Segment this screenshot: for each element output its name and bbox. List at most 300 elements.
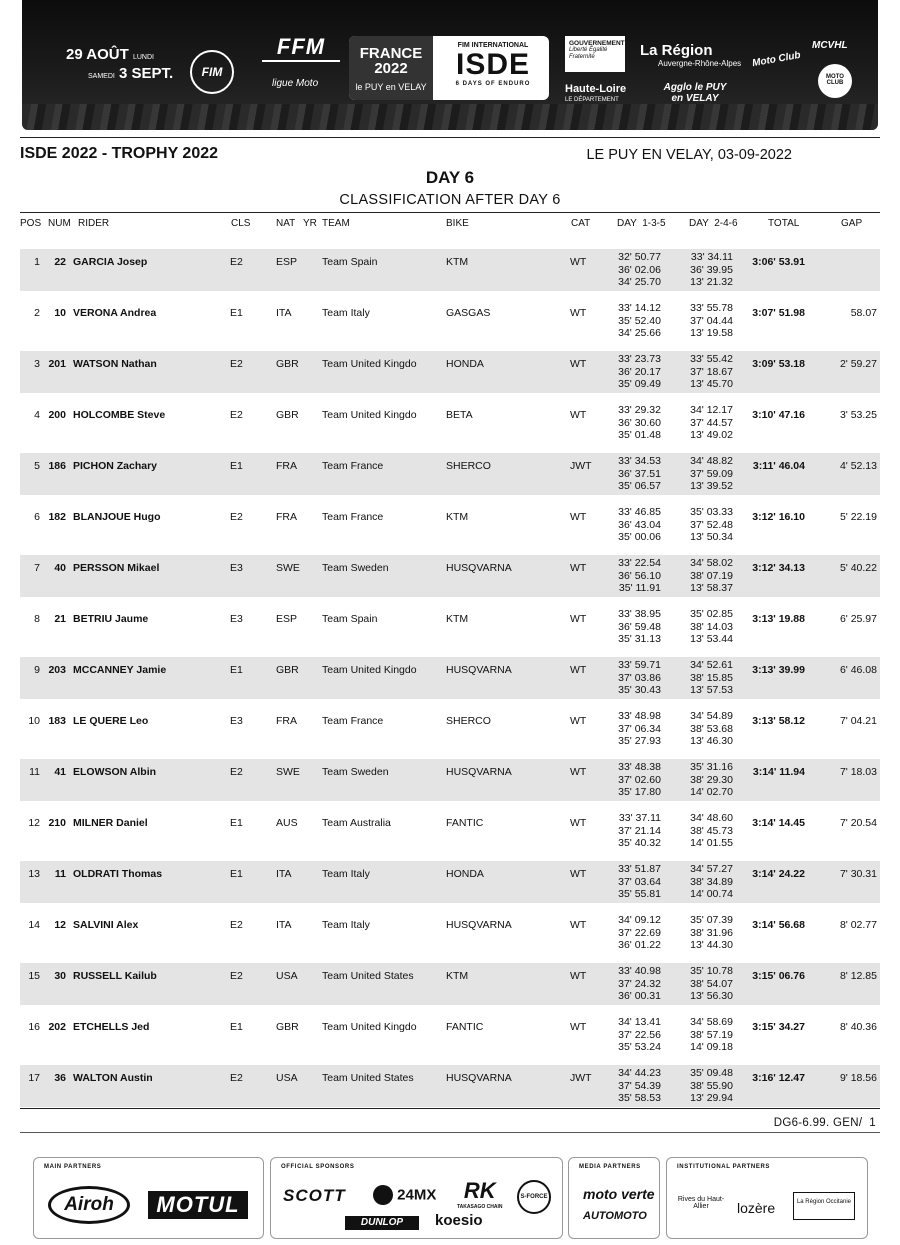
cell-cat: WT — [570, 715, 587, 727]
cell-rider: WALTON Austin — [73, 1072, 153, 1084]
cell-gap: 8' 02.77 — [839, 919, 877, 931]
split-time: 33' 38.95 — [618, 608, 661, 620]
cell-nat: ITA — [276, 307, 292, 319]
cell-pos: 1 — [34, 256, 40, 268]
cell-day135-times — [608, 608, 661, 646]
cell-team: Team United Kingdo — [322, 358, 417, 370]
cell-pos: 12 — [28, 817, 40, 829]
split-time: 38' 31.96 — [690, 926, 733, 939]
date-end: 3 SEPT. — [119, 65, 174, 82]
cell-team: Team Italy — [322, 307, 370, 319]
cell-pos: 6 — [34, 511, 40, 523]
cell-total: 3:13' 58.12 — [752, 715, 805, 727]
cell-bike: HUSQVARNA — [446, 919, 512, 931]
cell-nat: ESP — [276, 256, 298, 268]
ffm-logo: FFM — [262, 34, 340, 62]
cell-bike: KTM — [446, 511, 469, 523]
cell-rider: MILNER Daniel — [73, 817, 148, 829]
cell-cat: WT — [570, 766, 587, 778]
cell-total: 3:14' 56.68 — [752, 919, 805, 931]
cell-gap: 9' 18.56 — [839, 1072, 877, 1084]
cell-day135-times — [608, 659, 661, 697]
cell-nat: FRA — [276, 460, 297, 472]
split-time: 33' 34.53 — [618, 455, 661, 467]
cell-nat: USA — [276, 970, 298, 982]
cell-total: 3:09' 53.18 — [752, 358, 805, 370]
col-day135: DAY 1-3-5 — [617, 218, 666, 229]
cell-nat: FRA — [276, 715, 297, 727]
cell-bike: FANTIC — [446, 817, 484, 829]
split-time: 35' 02.85 — [690, 608, 733, 620]
cell-nat: GBR — [276, 409, 299, 421]
split-time: 33' 23.73 — [618, 353, 661, 365]
24mx-logo — [373, 1185, 436, 1205]
cell-rider: MCCANNEY Jamie — [73, 664, 167, 676]
table-row — [20, 453, 880, 495]
cell-cat: WT — [570, 868, 587, 880]
cell-day246-times — [680, 710, 733, 748]
table-row — [20, 759, 880, 801]
cell-num: 202 — [48, 1021, 66, 1033]
cell-cat: WT — [570, 613, 587, 625]
table-row — [20, 708, 880, 750]
cell-cat: WT — [570, 562, 587, 574]
split-time: 34' 58.02 — [690, 557, 733, 569]
region-sub: Auvergne-Rhône-Alpes — [658, 59, 742, 68]
table-row — [20, 402, 880, 444]
cell-bike: SHERCO — [446, 460, 491, 472]
header-divider — [20, 137, 880, 138]
cell-pos: 5 — [34, 460, 40, 472]
cell-cls: E2 — [230, 358, 243, 370]
cell-bike: KTM — [446, 970, 469, 982]
gouv-motto: Liberté Égalité Fraternité — [569, 47, 608, 60]
cell-team: Team United States — [322, 1072, 414, 1084]
split-time: 36' 43.04 — [618, 518, 661, 531]
dunlop-logo: DUNLOP — [345, 1216, 419, 1230]
split-time: 32' 50.77 — [618, 251, 661, 263]
cell-total: 3:16' 12.47 — [752, 1072, 805, 1084]
split-time: 34' 54.89 — [690, 710, 733, 722]
cell-num: 21 — [54, 613, 66, 625]
cell-num: 12 — [54, 919, 66, 931]
split-time: 13' 44.30 — [690, 939, 733, 951]
rk-logo — [457, 1178, 502, 1210]
cell-day135-times — [608, 914, 661, 952]
split-time: 38' 07.19 — [690, 569, 733, 582]
cell-gap: 3' 53.25 — [839, 409, 877, 421]
date-start-day: LUNDI — [132, 54, 154, 61]
split-time: 38' 15.85 — [690, 671, 733, 684]
day-title: DAY 6 — [425, 168, 475, 187]
split-time: 33' 59.71 — [618, 659, 661, 671]
cell-bike: HUSQVARNA — [446, 766, 512, 778]
split-time: 34' 58.69 — [690, 1016, 733, 1028]
cell-pos: 16 — [28, 1021, 40, 1033]
split-time: 38' 54.07 — [690, 977, 733, 990]
cell-total: 3:13' 39.99 — [752, 664, 805, 676]
occitanie-logo: La Région Occitanie — [793, 1192, 855, 1220]
col-nat: NAT — [276, 218, 296, 229]
cell-cat: WT — [570, 409, 587, 421]
cell-total: 3:15' 06.76 — [752, 970, 805, 982]
cell-day135-times — [608, 761, 661, 799]
split-time: 34' 09.12 — [618, 914, 661, 926]
cell-pos: 4 — [34, 409, 40, 421]
cell-bike: GASGAS — [446, 307, 491, 319]
split-time: 34' 13.41 — [618, 1016, 661, 1028]
cell-cls: E1 — [230, 1021, 243, 1033]
isde-main: ISDE — [455, 48, 531, 81]
table-row — [20, 300, 880, 342]
split-time: 33' 46.85 — [618, 506, 661, 518]
split-time: 13' 46.30 — [690, 735, 733, 747]
cell-num: 40 — [54, 562, 66, 574]
split-time: 35' 11.91 — [618, 582, 661, 594]
cell-cat: WT — [570, 511, 587, 523]
region-text: La Région — [640, 42, 713, 59]
cell-num: 182 — [48, 511, 66, 523]
cell-day246-times — [680, 302, 733, 340]
cell-total: 3:14' 14.45 — [752, 817, 805, 829]
cell-total: 3:07' 51.98 — [752, 307, 805, 319]
split-time: 35' 52.40 — [618, 314, 661, 327]
split-time: 38' 29.30 — [690, 773, 733, 786]
cell-day246-times — [680, 455, 733, 493]
cell-rider: HOLCOMBE Steve — [73, 409, 166, 421]
cell-bike: KTM — [446, 256, 469, 268]
cell-gap: 2' 59.27 — [839, 358, 877, 370]
cell-pos: 17 — [28, 1072, 40, 1084]
haute-loire-text: Haute-Loire — [565, 83, 627, 95]
split-time: 13' 53.44 — [690, 633, 733, 645]
cell-nat: ITA — [276, 868, 292, 880]
cell-cat: WT — [570, 1021, 587, 1033]
rk-text: RK — [463, 1178, 496, 1203]
split-time: 37' 21.14 — [618, 824, 661, 837]
split-time: 35' 31.13 — [618, 633, 661, 645]
cell-rider: LE QUERE Leo — [73, 715, 149, 727]
cell-rider: OLDRATI Thomas — [73, 868, 163, 880]
split-time: 38' 53.68 — [690, 722, 733, 735]
event-title: ISDE 2022 - TROPHY 2022 — [20, 145, 219, 162]
haute-loire-logo — [565, 84, 626, 106]
split-time: 33' 48.38 — [618, 761, 661, 773]
edition-line2: 2022 — [374, 60, 408, 77]
cell-total: 3:11' 46.04 — [752, 460, 805, 472]
gouvernement-logo — [565, 36, 625, 72]
split-time: 34' 48.82 — [690, 455, 733, 467]
split-time: 36' 02.06 — [618, 263, 661, 276]
split-time: 37' 06.34 — [618, 722, 661, 735]
cell-team: Team France — [322, 715, 384, 727]
split-time: 36' 00.31 — [618, 990, 661, 1002]
cell-nat: ESP — [276, 613, 298, 625]
cell-gap: 7' 20.54 — [839, 817, 877, 829]
cell-team: Team Italy — [322, 868, 370, 880]
col-cls: CLS — [231, 218, 251, 229]
cell-cat: WT — [570, 970, 587, 982]
split-time: 14' 00.74 — [690, 888, 733, 900]
split-time: 13' 56.30 — [690, 990, 733, 1002]
split-time: 37' 18.67 — [690, 365, 733, 378]
split-time: 33' 22.54 — [618, 557, 661, 569]
split-time: 37' 24.32 — [618, 977, 661, 990]
motul-logo: MOTUL — [148, 1191, 248, 1219]
cell-bike: HONDA — [446, 868, 484, 880]
split-time: 38' 45.73 — [690, 824, 733, 837]
cell-day135-times — [608, 812, 661, 850]
cell-cls: E2 — [230, 256, 243, 268]
cell-cls: E3 — [230, 715, 243, 727]
cell-gap: 4' 52.13 — [839, 460, 877, 472]
cell-cls: E1 — [230, 817, 243, 829]
split-time: 13' 49.02 — [690, 429, 733, 441]
table-top-divider — [20, 212, 880, 213]
cell-rider: BETRIU Jaume — [73, 613, 149, 625]
split-time: 35' 58.53 — [618, 1092, 661, 1104]
split-time: 13' 21.32 — [690, 276, 733, 288]
cell-rider: ETCHELLS Jed — [73, 1021, 150, 1033]
split-time: 13' 19.58 — [690, 327, 733, 339]
split-time: 37' 22.69 — [618, 926, 661, 939]
cell-day246-times — [680, 251, 733, 289]
cell-team: Team Spain — [322, 613, 378, 625]
cell-bike: HUSQVARNA — [446, 664, 512, 676]
split-time: 35' 09.49 — [618, 378, 661, 390]
cell-nat: USA — [276, 1072, 298, 1084]
cell-cls: E2 — [230, 766, 243, 778]
col-team: TEAM — [322, 218, 350, 229]
24mx-text: 24MX — [397, 1186, 437, 1204]
table-row — [20, 504, 880, 546]
puy-agglo-logo: Agglo le PUY en VELAY — [663, 82, 727, 104]
table-row — [20, 861, 880, 903]
split-time: 36' 39.95 — [690, 263, 733, 276]
cell-total: 3:13' 19.88 — [752, 613, 805, 625]
cell-pos: 7 — [34, 562, 40, 574]
split-time: 34' 48.60 — [690, 812, 733, 824]
moto-verte-logo: moto verte — [583, 1186, 655, 1202]
cell-day246-times — [680, 1067, 733, 1105]
split-time: 37' 04.44 — [690, 314, 733, 327]
date-start: 29 AOÛT — [66, 46, 129, 63]
cell-gap: 58.07 — [850, 307, 877, 319]
col-pos: POS — [20, 218, 42, 229]
cell-num: 10 — [54, 307, 66, 319]
gouv-text: GOUVERNEMENT — [569, 40, 625, 47]
split-time: 34' 25.66 — [618, 327, 661, 339]
table-row — [20, 657, 880, 699]
cell-rider: ELOWSON Albin — [73, 766, 157, 778]
institutional-partners-heading: INSTITUTIONAL PARTNERS — [677, 1164, 770, 1170]
cell-pos: 8 — [34, 613, 40, 625]
split-time: 33' 40.98 — [618, 965, 661, 977]
cell-rider: PERSSON Mikael — [73, 562, 160, 574]
cell-team: Team United Kingdo — [322, 1021, 417, 1033]
cell-num: 22 — [54, 256, 66, 268]
cell-total: 3:14' 11.94 — [752, 766, 805, 778]
cell-bike: KTM — [446, 613, 469, 625]
cell-nat: GBR — [276, 664, 299, 676]
cell-gap: 7' 04.21 — [839, 715, 877, 727]
split-time: 35' 17.80 — [618, 786, 661, 798]
cell-cls: E3 — [230, 562, 243, 574]
cell-pos: 3 — [34, 358, 40, 370]
cell-day246-times — [680, 506, 733, 544]
cell-num: 201 — [48, 358, 66, 370]
cell-cat: JWT — [570, 460, 592, 472]
cell-total: 3:12' 34.13 — [752, 562, 805, 574]
24mx-icon — [373, 1185, 393, 1205]
event-place-date: LE PUY EN VELAY, 03-09-2022 — [586, 147, 792, 163]
split-time: 35' 53.24 — [618, 1041, 661, 1053]
split-time: 33' 48.98 — [618, 710, 661, 722]
media-partners-box — [568, 1157, 660, 1239]
split-time: 36' 37.51 — [618, 467, 661, 480]
classification-title: CLASSIFICATION AFTER DAY 6 — [339, 192, 561, 208]
split-time: 14' 01.55 — [690, 837, 733, 849]
split-time: 37' 44.57 — [690, 416, 733, 429]
split-time: 34' 52.61 — [690, 659, 733, 671]
col-day246: DAY 2-4-6 — [689, 218, 738, 229]
cell-gap: 8' 40.36 — [839, 1021, 877, 1033]
cell-cat: WT — [570, 358, 587, 370]
cell-cls: E2 — [230, 970, 243, 982]
cell-day246-times — [680, 404, 733, 442]
split-time: 35' 06.57 — [618, 480, 661, 492]
cell-cat: WT — [570, 664, 587, 676]
cell-team: Team Australia — [322, 817, 391, 829]
split-time: 13' 45.70 — [690, 378, 733, 390]
lozere-logo: lozère — [737, 1200, 776, 1216]
sforce-logo: S-FORCE — [517, 1180, 551, 1214]
cell-pos: 2 — [34, 307, 40, 319]
cell-team: Team Sweden — [322, 562, 389, 574]
split-time: 13' 50.34 — [690, 531, 733, 543]
ligue-moto-logo: ligue Moto — [272, 78, 319, 89]
split-time: 35' 27.93 — [618, 735, 661, 747]
split-time: 37' 59.09 — [690, 467, 733, 480]
cell-rider: GARCIA Josep — [73, 256, 148, 268]
cell-gap: 6' 25.97 — [839, 613, 877, 625]
split-time: 33' 55.78 — [690, 302, 733, 314]
cell-day246-times — [680, 914, 733, 952]
split-time: 13' 58.37 — [690, 582, 733, 594]
moto-club-badge-logo: MOTO CLUB — [818, 64, 852, 98]
split-time: 13' 57.53 — [690, 684, 733, 696]
split-time: 37' 03.64 — [618, 875, 661, 888]
split-time: 14' 09.18 — [690, 1041, 733, 1053]
cell-cls: E2 — [230, 409, 243, 421]
col-num: NUM — [48, 218, 71, 229]
cell-pos: 11 — [29, 766, 40, 778]
cell-day135-times — [608, 251, 661, 289]
region-logo — [640, 42, 741, 68]
cell-num: 210 — [48, 817, 66, 829]
institutional-partners-box — [666, 1157, 868, 1239]
cell-team: Team France — [322, 511, 384, 523]
split-time: 38' 14.03 — [690, 620, 733, 633]
cell-num: 200 — [48, 409, 66, 421]
cell-day135-times — [608, 710, 661, 748]
automoto-logo: AUTOMOTO — [583, 1210, 647, 1222]
cell-day135-times — [608, 1016, 661, 1054]
split-time: 35' 03.33 — [690, 506, 733, 518]
table-row — [20, 1065, 880, 1107]
media-partners-heading: MEDIA PARTNERS — [579, 1164, 641, 1170]
cell-cat: JWT — [570, 1072, 592, 1084]
edition-line1: FRANCE — [359, 45, 423, 62]
split-time: 33' 14.12 — [618, 302, 661, 314]
cell-pos: 14 — [28, 919, 40, 931]
split-time: 34' 12.17 — [690, 404, 733, 416]
date-end-day: SAMEDI — [88, 73, 115, 80]
cell-day135-times — [608, 302, 661, 340]
cell-cat: WT — [570, 817, 587, 829]
cell-day135-times — [608, 404, 661, 442]
cell-total: 3:15' 34.27 — [752, 1021, 805, 1033]
cell-team: Team Sweden — [322, 766, 389, 778]
col-cat: CAT — [571, 218, 591, 229]
cell-num: 41 — [54, 766, 66, 778]
footer-divider — [20, 1132, 880, 1133]
cell-gap: 7' 18.03 — [839, 766, 877, 778]
cell-day246-times — [680, 608, 733, 646]
main-partners-box — [33, 1157, 264, 1239]
cell-rider: WATSON Nathan — [73, 358, 157, 370]
cell-nat: SWE — [276, 562, 300, 574]
col-total: TOTAL — [768, 218, 800, 229]
col-bike: BIKE — [446, 218, 469, 229]
cell-total: 3:14' 24.22 — [752, 868, 805, 880]
cell-pos: 10 — [28, 715, 40, 727]
split-time: 13' 29.94 — [690, 1092, 733, 1104]
cell-day246-times — [680, 863, 733, 901]
table-row — [20, 555, 880, 597]
table-row — [20, 351, 880, 393]
cell-num: 36 — [54, 1072, 66, 1084]
cell-day246-times — [680, 1016, 733, 1054]
cell-bike: SHERCO — [446, 715, 491, 727]
edition-line3: le PUY en VELAY — [355, 82, 427, 92]
scott-logo: SCOTT — [283, 1186, 346, 1205]
split-time: 35' 10.78 — [690, 965, 733, 977]
split-time: 34' 25.70 — [618, 276, 661, 288]
split-time: 33' 37.11 — [618, 812, 661, 824]
split-time: 37' 52.48 — [690, 518, 733, 531]
cell-nat: SWE — [276, 766, 300, 778]
split-time: 38' 57.19 — [690, 1028, 733, 1041]
table-row — [20, 606, 880, 648]
split-time: 35' 30.43 — [618, 684, 661, 696]
airoh-logo: Airoh — [48, 1186, 130, 1224]
isde-sub: 6 DAYS OF ENDURO — [455, 81, 531, 87]
official-sponsors-heading: OFFICIAL SPONSORS — [281, 1164, 355, 1170]
split-time: 33' 29.32 — [618, 404, 661, 416]
split-time: 34' 57.27 — [690, 863, 733, 875]
table-row — [20, 912, 880, 954]
col-gap: GAP — [841, 218, 863, 229]
split-time: 36' 01.22 — [618, 939, 661, 951]
cell-cls: E2 — [230, 511, 243, 523]
cell-day246-times — [680, 812, 733, 850]
cell-day246-times — [680, 761, 733, 799]
cell-day135-times — [608, 455, 661, 493]
cell-nat: GBR — [276, 358, 299, 370]
france-2022-badge — [349, 36, 433, 100]
cell-cls: E1 — [230, 307, 243, 319]
